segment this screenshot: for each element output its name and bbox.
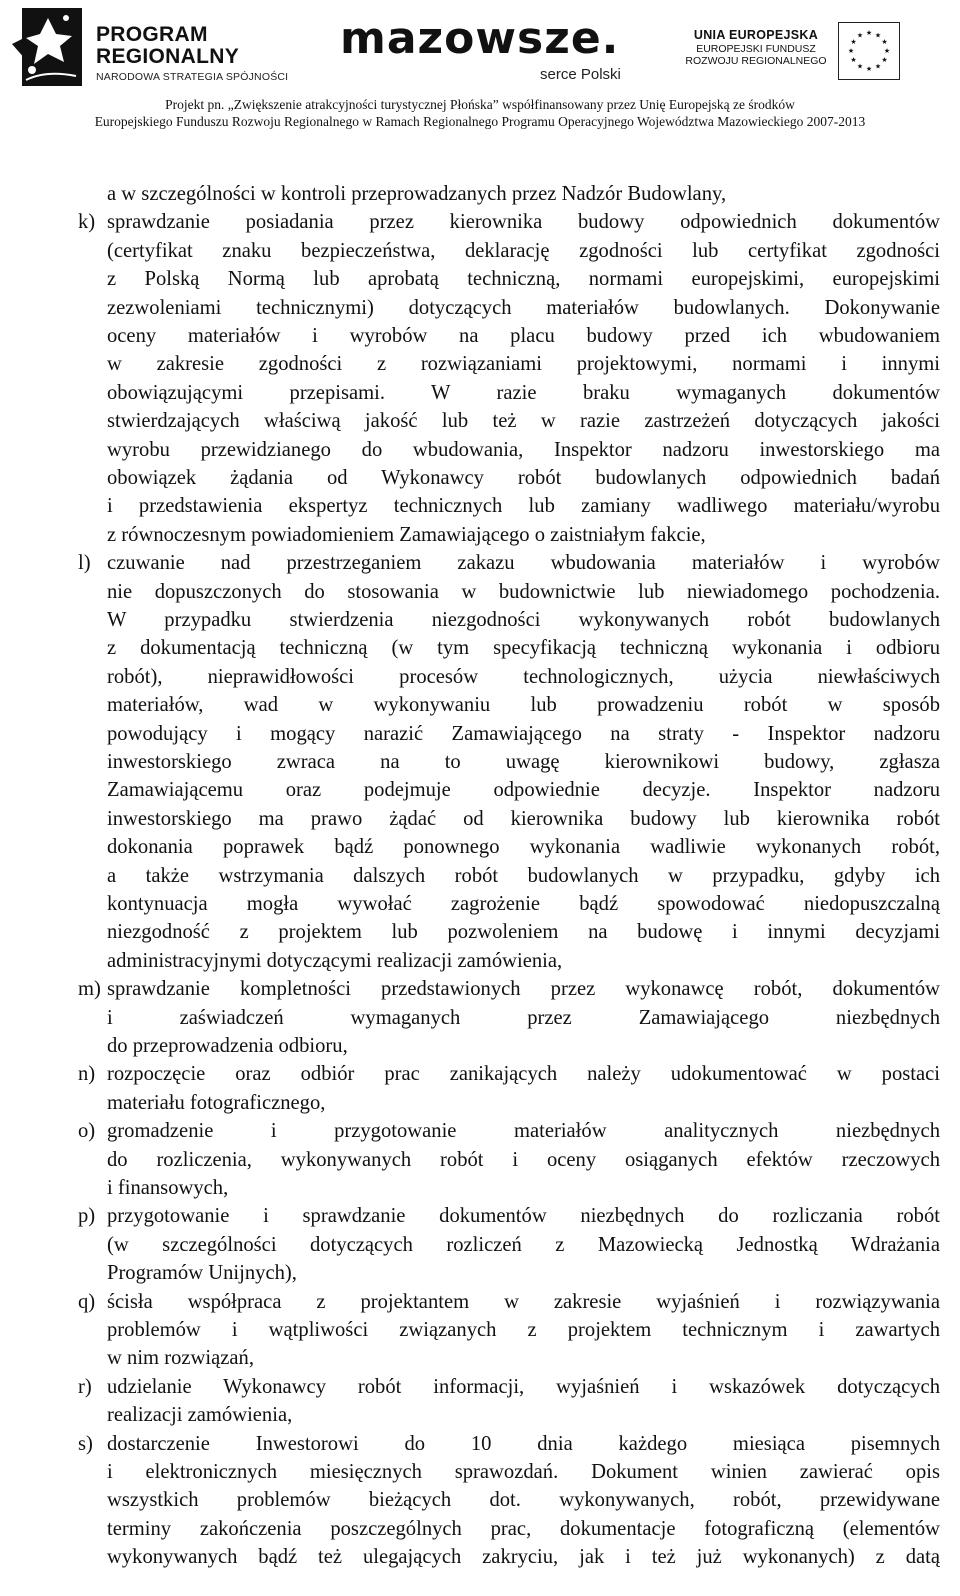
text-line: Programów Unijnych), [107,1262,297,1285]
text-line: a także wstrzymania dalszych robót budowlanych w przypadku, gdyby ich [107,864,940,887]
text-line: i przedstawienia ekspertyz technicznych lub zamiany wadliwego materiału/wyrobu [107,495,940,518]
program-logo-line1: PROGRAM [96,23,208,46]
svg-text:★: ★ [856,31,864,40]
text-line: obowiązek żądania od Wykonawcy robót budowlanych odpowiednich badań [107,467,940,489]
text-line: udzielanie Wykonawcy robót informacji, wyjaśnień i wskazówek dotyczących [107,1375,940,1398]
project-info-line1: Projekt pn. „Zwiększenie atrakcyjności turystycznej Płońska” współfinansowany przez Unię Europejską ze środków [165,97,795,112]
eu-logo-line2: EUROPEJSKI FUNDUSZ [696,43,816,55]
text-line: a w szczególności w kontroli przeprowadzanych przez Nadzór Budowlany, [107,183,727,205]
svg-text:★: ★ [881,56,888,64]
text-line: nie dopuszczonych do stosowania w budownictwie lub niewiadomego pochodzenia. [107,580,940,603]
text-line: przygotowanie i sprawdzanie dokumentów niezbędnych do rozliczania robót [107,1205,940,1228]
list-marker: o) [78,1120,96,1143]
mazowsze-tagline: serce Polski [540,66,621,83]
svg-text:★: ★ [847,47,855,55]
eu-flag-icon [838,22,900,80]
text-line: niezgodność z projektem lub pozwoleniem na budowę i innymi decyzjami [107,921,940,944]
text-line: rozpoczęcie oraz odbiór prac zanikających należy udokumentować w postaci [107,1063,940,1086]
text-line: sprawdzanie kompletności przedstawionych przez wykonawcę robót, dokumentów [107,978,940,1001]
program-logo-line3: NARODOWA STRATEGIA SPÓJNOŚCI [96,71,289,83]
text-line: (w szczególności dotyczących rozliczeń z Mazowiecką Jednostką Wdrażania [107,1233,940,1256]
mazowsze-wordmark: mazowsze. [340,13,620,64]
text-line: administracyjnymi dotyczącymi realizacji zamówienia, [107,949,563,972]
list-marker: k) [78,211,96,234]
text-line: obowiązującymi przepisami. W razie braku wymaganych dokumentów [107,381,940,404]
svg-text:★: ★ [874,62,882,71]
eu-logo-line1: UNIA EUROPEJSKA [693,28,819,42]
text-line: ścisła współpraca z projektantem w zakresie wyjaśnień i rozwiązywania [107,1290,940,1313]
text-line: materiałów, wad w wykonywaniu lub prowadzeniu robót w sposób [107,694,940,717]
text-line: w zakresie zgodności z rozwiązaniami projektowymi, normami i innymi [107,353,940,376]
svg-text:★: ★ [874,31,882,40]
text-line: realizacji zamówienia, [107,1404,293,1427]
text-line: w nim rozwiązań, [107,1347,254,1370]
svg-text:★: ★ [850,38,857,46]
text-line: do przeprowadzenia odbioru, [107,1035,348,1057]
text-line: gromadzenie i przygotowanie materiałów analitycznych niezbędnych [107,1120,940,1143]
eu-logo-line3: ROZWOJU REGIONALNEGO [685,55,827,67]
text-line: inwestorskiego zwraca na to uwagę kierownikowi budowy, zgłasza [107,751,940,773]
list-marker: r) [78,1375,92,1398]
svg-text:★: ★ [850,56,857,64]
text-line: i zaświadczeń wymaganych przez Zamawiającego niezbędnych [107,1006,940,1029]
text-line: dokonania poprawek bądź ponownego wykonania wadliwie wykonanych robót, [107,836,940,859]
svg-text:★: ★ [856,62,864,71]
list-marker: p) [78,1205,96,1228]
list-marker: n) [78,1063,96,1086]
project-info-line2: Europejskiego Funduszu Rozwoju Regionalnego w Ramach Regionalnego Programu Operacyjnego Województwa Mazowieckiego 2007-2013 [94,114,866,129]
eu-logo [676,22,948,84]
list-marker: m) [78,978,101,1001]
text-line: oceny materiałów i wyrobów na placu budowy przed ich wbudowaniem [107,325,940,347]
text-line: powodujący i mogący narazić Zamawiającego na straty - Inspektor nadzoru [107,722,940,745]
text-line: stwierdzających właściwą jakość lub też w razie zastrzeżeń dotyczących jakości [107,410,940,433]
program-regionalny-mark-icon [12,4,86,90]
list-marker: q) [78,1290,96,1313]
svg-text:★: ★ [865,65,873,73]
text-line: Zamawiającemu oraz podejmuje odpowiednie decyzje. Inspektor nadzoru [107,779,940,802]
text-line: wszystkich problemów bieżących dot. wykonywanych, robót, przewidywane [107,1489,940,1512]
text-line: wyrobu przewidzianego do wbudowania, Inspektor nadzoru inwestorskiego ma [107,438,940,461]
text-line: wykonywanych bądź też ulegających zakryciu, jak i też już wykonanych) z datą [107,1546,940,1569]
text-line: materiału fotograficznego, [107,1091,326,1114]
program-logo-line2: REGIONALNY [96,45,240,68]
list-marker: s) [78,1432,93,1455]
text-line: z równoczesnym powiadomieniem Zamawiającego o zaistniałym fakcie, [107,523,706,546]
text-line: z Polską Normą lub aprobatą techniczną, normami europejskimi, europejskimi [107,268,940,291]
svg-text:★: ★ [881,38,888,46]
program-regionalny-logo [12,4,302,90]
text-line: W przypadku stwierdzenia niezgodności wykonywanych robót budowlanych [107,609,940,631]
mazowsze-logo [340,14,640,86]
text-line: do rozliczenia, wykonywanych robót i oceny osiąganych efektów rzeczowych [107,1148,940,1171]
text-line: (certyfikat znaku bezpieczeństwa, deklarację zgodności lub certyfikat zgodności [107,239,940,262]
text-line: problemów i wątpliwości związanych z projektem technicznym i zawartych [107,1319,940,1341]
text-line: sprawdzanie posiadania przez kierownika budowy odpowiednich dokumentów [107,211,940,234]
svg-text:★: ★ [865,29,873,37]
text-line: inwestorskiego ma prawo żądać od kierownika budowy lub kierownika robót [107,807,940,830]
text-line: czuwanie nad przestrzeganiem zakazu wbudowania materiałów i wyrobów [107,552,940,575]
text-line: zezwoleniami technicznymi) dotyczących materiałów budowlanych. Dokonywanie [107,296,940,319]
text-line: i elektronicznych miesięcznych sprawozdań. Dokument winien zawierać opis [107,1461,940,1483]
text-line: robót), nieprawidłowości procesów technologicznych, użycia niewłaściwych [107,665,940,688]
list-marker: l) [78,552,91,575]
text-line: terminy zakończenia poszczególnych prac, dokumentacje fotograficzną (elementów [107,1517,940,1540]
page-header [0,0,960,135]
text-line: i finansowych, [107,1177,229,1199]
text-line: z dokumentacją techniczną (w tym specyfikacją techniczną wykonania i odbioru [107,637,940,660]
text-line: dostarczenie Inwestorowi do 10 dnia każdego miesiąca pisemnych [107,1432,940,1455]
text-line: kontynuacja mogła wywołać zagrożenie bądź spowodować niedopuszczalną [107,893,940,915]
svg-text:★: ★ [883,47,891,55]
